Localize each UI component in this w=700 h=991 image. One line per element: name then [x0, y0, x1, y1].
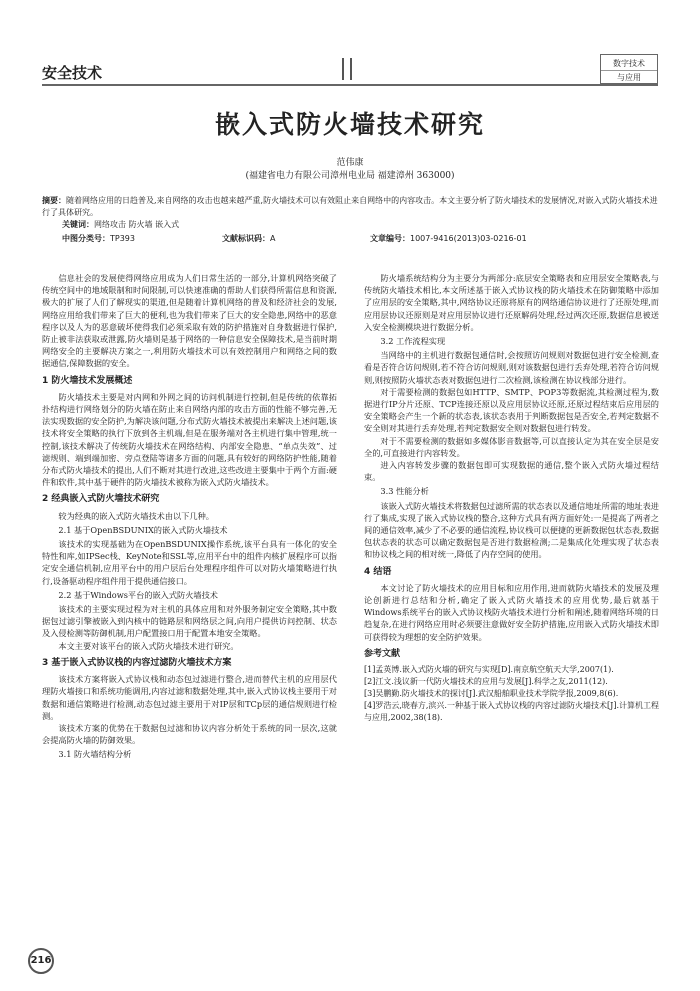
left-column [42, 272, 337, 763]
clc-label: 中图分类号： [62, 234, 110, 243]
reference-item: [1]孟英博.嵌入式防火墙的研究与实现[D].南京航空航天大学,2007(1). [364, 665, 614, 675]
section-2-heading: 2 经典嵌入式防火墙技术研究 [42, 494, 160, 505]
section-title: 安全技术 [42, 64, 103, 82]
doc-code-value: A [270, 234, 276, 243]
journal-tag-bottom: 与应用 [617, 73, 641, 82]
section-3-3-heading: 3.3 性能分析 [380, 486, 429, 497]
section-1-heading: 1 防火墙技术发展概述 [42, 375, 133, 386]
section-4-paragraph: 本文讨论了防火墙技术的应用目标和应用作用,进而就防火墙技术的发展及理论创新进行总结和分析,确定了嵌入式防火墙技术的应用优势,最后就基于Windows系统平台的嵌入式协议栈防火墙技术进行分析和阐述,随着网络环境的日趋复杂,在进行网络应用时必须要注意做好安全防护措施,应用嵌入式防火墙技术即可获得较为理想的安全防护效果。 [364, 582, 659, 642]
affiliation: (福建省电力有限公司漳州电业局 福建漳州 363000) [245, 171, 455, 181]
page-number-badge [28, 948, 54, 974]
section-3-paragraph-a: 该技术方案将嵌入式协议栈和动态包过滤进行整合,进而替代主机的应用层代理防火墙接口和系统功能调用,内容过滤和数据处理,其中,嵌入式协议栈主要用于对数据和通信策略进行检测,动态包过滤主要用于对IP层和TCp层的通信规则进行检测。 [42, 674, 337, 721]
header-rule [42, 84, 658, 86]
section-2-1-paragraph: 该技术的实现基础为在OpenBSDUNIX操作系统,该平台具有一体化的安全特性和库,如IPSec栈、KeyNote和SSL等,应用平台中的组件内核扩展程序可以指定安全通信机制,应用平台中的用户层后台处理程序组件可以对防火墙策略进行执行,设备驱动程序组件用于提供通信接口。 [42, 539, 337, 586]
abstract [42, 195, 662, 219]
section-2-intro: 较为经典的嵌入式防火墙技术由以下几种。 [58, 510, 214, 521]
article-no [370, 233, 527, 244]
clc-value: TP393 [110, 234, 135, 243]
abstract-label: 摘要： [42, 196, 66, 205]
clc [62, 233, 135, 244]
abstract-text: 随着网络应用的日趋普及,来自网络的攻击也越来越严重,防火墙技术可以有效阻止来自网络中的内容攻击。本文主要分析了防火墙技术的发展情况,对嵌入式防火墙技术进行了具体研究。 [42, 196, 658, 217]
right-column [364, 272, 659, 724]
references-list [364, 664, 659, 724]
intro-paragraph: 信息社会的发展使得网络应用成为人们日常生活的一部分,计算机网络突破了传统空间中的地域限制和时间限制,可以快速准确的帮助人们获得所需信息和资源,极大的扩展了人们了解现实的渠道,但是随着计算机网络的普及和经济社会的发展,网络应用给我们带来了巨大的便利,也为我们带来了巨大的安全隐患,网络中的恶意程序以及人为的恶意破坏使得我们必须采取有效的防护措施对自身数据进行保护,防止被非法获取或泄露,防火墙则是基于网络的一种信息安全保障技术,是当前时期网络安全的主要解决方案之一,利用防火墙技术可以有效控制用户和网络之间的数据通信,保障数据的安全。 [42, 273, 337, 369]
doc-code-label: 文献标识码： [222, 234, 270, 243]
section-1-paragraph: 防火墙技术主要是对内网和外网之间的访问机制进行控制,但是传统的依靠拓扑结构进行网络划分的防火墙在防止来自网络内部的攻击方面的性能不够完善,无法实现数据的安全防护,为解决该问题,分布式防火墙技术被提出来解决上述问题,该技术将安全策略的执行下放到各主机端,但是在服务端对各主机进行集中管理,统一控制,该技术解决了传统防火墙技术在网络结构、内部安全隐患、“单点失效”、过滤规则、端到端加密、旁点登陆等诸多方面的问题,具有较好的网络防护性能,随着分布式防火墙技术的提出,人们不断对其进行改进,这些改进主要集中于两个方面:硬件和软件,其中基于硬件的防火墙技术被称为嵌入式防火墙技术。 [42, 391, 337, 488]
section-3-paragraph-b: 该技术方案的优势在于数据包过滤和协议内容分析处于系统的同一层次,这就会提高防火墙的防御效果。 [42, 722, 337, 746]
section-3-1-paragraph: 防火墙系统结构分为主要分为两部分:底层安全策略表和应用层安全策略表,与传统防火墙技术相比,本文所述基于嵌入式协议栈的防火墙技术在防御策略中添加了应用层的安全策略,其中,网络协议还原将原有的网络通信协议进行了还原处理,而应用层协议还原则是对应用层协议进行还原解码处理,经过两次还原,数据信息被送入安全检测模块进行数据分析。 [364, 273, 659, 332]
paper-title: 嵌入式防火墙技术研究 [214, 110, 485, 139]
section-3-1-heading: 3.1 防火墙结构分析 [58, 749, 132, 760]
section-3-2-heading: 3.2 工作流程实现 [380, 336, 446, 347]
section-4-heading: 4 结语 [364, 566, 392, 577]
section-3-3-paragraph: 该嵌入式防火墙技术将数据包过滤所需的状态表以及通信地址所需的地址表进行了集成,实现了嵌入式协议栈的整合,这种方式具有两方面好处:一是提高了两者之间的通信效率,减少了不必要的通信流程,协议栈可以便捷的更新数据包状态表,数据包状态表的状态可以确定数据包是否进行数据检测;二是集成化处理实现了状态表和协议栈之间的相对统一,降低了内存空间的使用。 [364, 500, 659, 560]
section-3-2-paragraph-a: 当网络中的主机进行数据包通信时,会按照访问规则对数据包进行安全检测,查看是否符合访问规则,若不符合访问规则,则对该数据包进行丢弃处理,若符合访问规则,则按照防火墙状态表对数据包进行二次检测,该检测在协议栈部分进行。 [364, 350, 659, 385]
section-2-1-heading: 2.1 基于OpenBSDUNIX的嵌入式防火墙技术 [58, 524, 228, 535]
keywords-text: 网络攻击 防火墙 嵌入式 [94, 220, 180, 229]
section-2-closing: 本文主要对该平台的嵌入式防火墙技术进行研究。 [58, 640, 239, 651]
journal-tag [600, 54, 658, 84]
reference-item: [2]江文.浅议新一代防火墙技术的应用与发展[J].科学之友,2011(12). [364, 677, 608, 687]
header-bars [342, 58, 358, 84]
reference-item: [3]吴鹏勤.防火墙技术的探讨[J].武汉船舶职业技术学院学报,2009,8(6). [364, 689, 619, 699]
doc-code [222, 233, 275, 244]
references-heading: 参考文献 [364, 648, 401, 659]
author: 范伟康 [336, 158, 364, 168]
page-number: 216 [30, 955, 52, 966]
section-3-2-paragraph-d: 进入内容转发步骤的数据包即可实现数据的通信,整个嵌入式防火墙过程结束。 [364, 460, 659, 483]
article-no-value: 1007-9416(2013)03-0216-01 [410, 234, 527, 243]
section-2-2-paragraph: 该技术的主要实现过程为对主机的具体应用和对外服务制定安全策略,其中数据包过滤引擎被嵌入到内核中的链路层和网络层之间,向用户提供访问控制、状态及入侵检测等防御机制,用户配置接口用于配置本地安全策略。 [42, 604, 337, 639]
keywords-label: 关键词： [62, 220, 94, 229]
journal-tag-top: 数字技术 [601, 57, 657, 71]
article-no-label: 文章编号： [370, 234, 410, 243]
page-header [42, 60, 658, 86]
section-3-2-paragraph-b: 对于需要检测的数据包如HTTP、SMTP、POP3等数据流,其检测过程为,数据进行IP分片还原、TCP连接还原以及应用层协议还原,还原过程结束后应用层的安全策略会产生一个新的状态表,该状态表用于判断数据包是否安全,若判定数据不安全则对其进行丢弃处理,若判定数据安全则对数据包进行转发。 [364, 386, 659, 434]
section-2-2-heading: 2.2 基于Windows平台的嵌入式防火墙技术 [58, 589, 218, 600]
keywords [62, 219, 179, 230]
section-3-2-paragraph-c: 对于不需要检测的数据如多媒体影音数据等,可以直接认定为其在安全层是安全的,可直接进行内容转发。 [364, 435, 659, 458]
section-3-heading: 3 基于嵌入式协议栈的内容过滤防火墙技术方案 [42, 657, 232, 668]
reference-item: [4]罗浩云,晓春方,滨兴.一种基于嵌入式协议栈的内容过滤防火墙技术[J].计算机工程与应用,2002,38(18). [364, 701, 659, 723]
